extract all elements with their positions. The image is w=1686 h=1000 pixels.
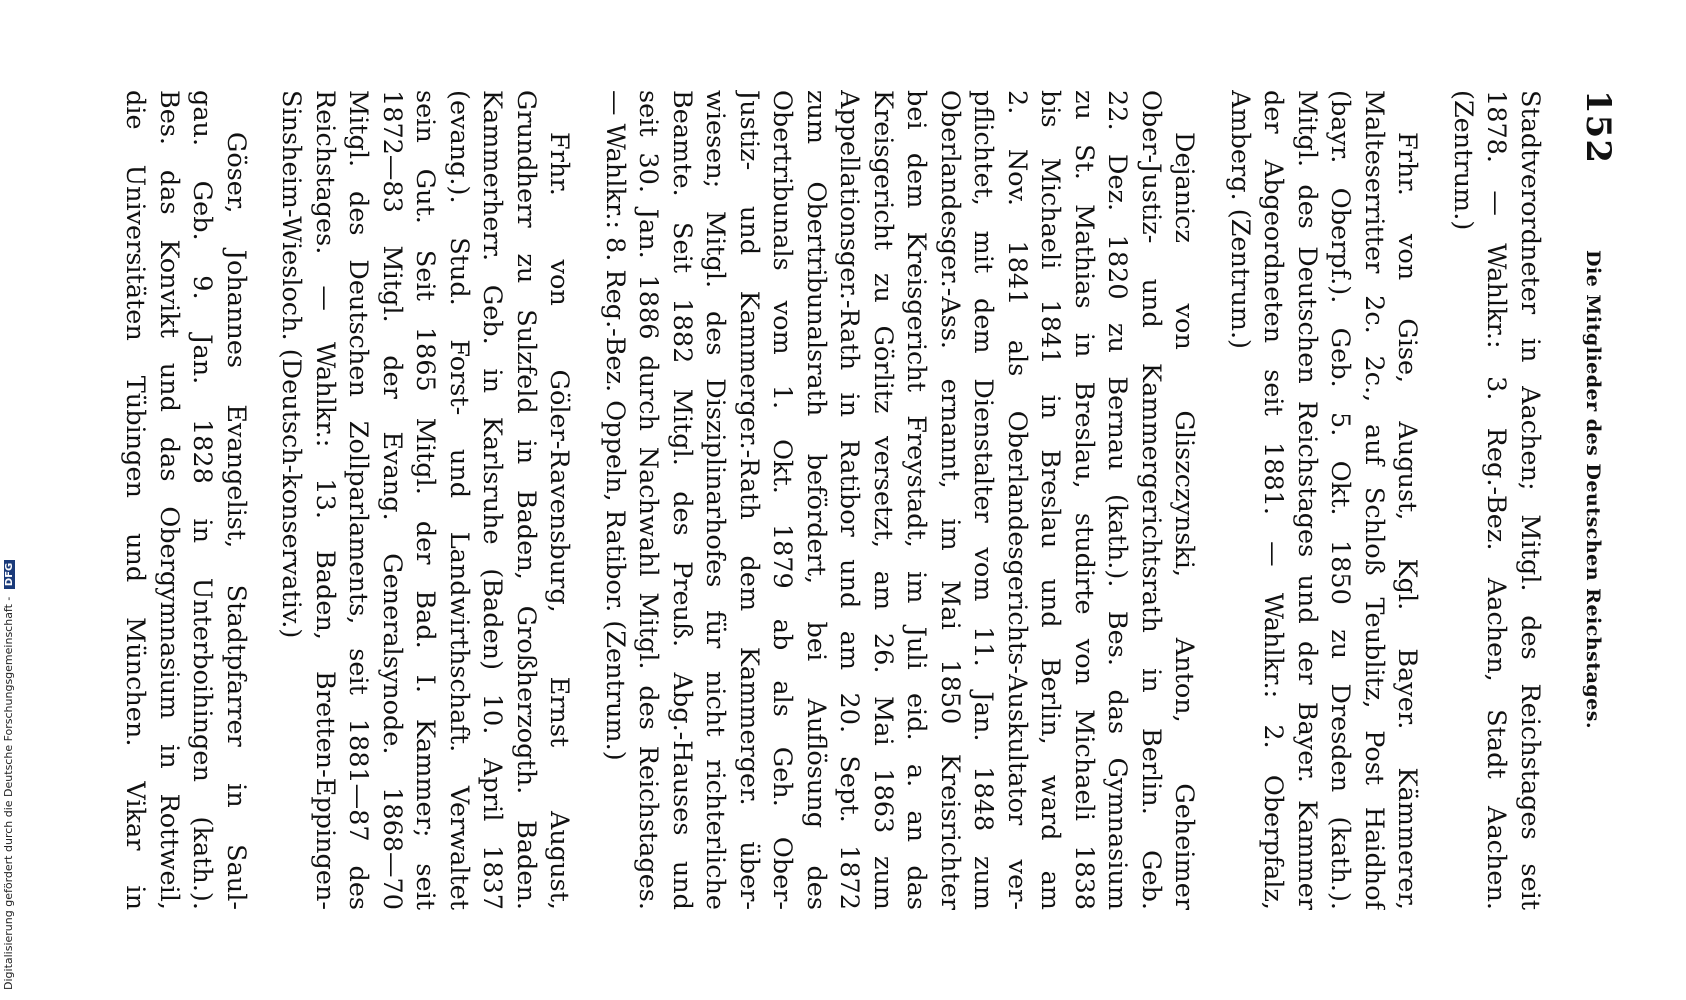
text-line: Justiz- und Kammerger.-Rath dem Kammerger. über- xyxy=(734,90,764,910)
text-line: Appellationsger.-Rath in Ratibor und am 20. Sept. 1872 xyxy=(834,90,865,910)
text-line: Dejanicz von Gliszczynski, Anton, Geheimer xyxy=(1169,132,1200,910)
text-line: Sinsheim-Wiesloch. (Deutsch-konservativ.) xyxy=(276,90,307,639)
text-line: gau. Geb. 9. Jan. 1828 in Unterboihingen (kath.). xyxy=(187,90,218,910)
text-line: Göser, Johannes Evangelist, Stadtpfarrer in Saul- xyxy=(221,132,251,910)
page-number: 152 xyxy=(1578,90,1618,164)
entry-gise xyxy=(1223,90,1424,910)
text-line: zu St. Mathias in Breslau, studirte von Michaeli 1838 xyxy=(1069,90,1099,910)
entry-continuation xyxy=(1446,90,1547,910)
text-line: 1878. — Wahlkr.: 3. Reg.-Bez. Aachen, Stadt Aachen. xyxy=(1481,90,1512,910)
entry-goeser xyxy=(118,90,252,910)
text-line: (Zentrum.) xyxy=(1448,90,1478,231)
text-line: 2. Nov. 1841 als Oberlandesgerichts-Auskultator ver- xyxy=(1002,90,1032,910)
text-line: 22. Dez. 1820 zu Bernau (kath.). Bes. das Gymnasium xyxy=(1102,90,1133,910)
page-body xyxy=(120,90,1546,910)
page-header xyxy=(1560,90,1620,910)
entry-goeler-ravensburg xyxy=(274,90,576,910)
text-line: Beamte. Seit 1882 Mitgl. des Preuß. Abg.-Hauses und xyxy=(667,90,697,910)
text-line: Stadtverordneter in Aachen; Mitgl. des Reichstages seit xyxy=(1515,90,1545,910)
digitization-credit-text: Digitalisierung gefördert durch die Deutsche Forschungsgemeinschaft - xyxy=(2,596,15,990)
text-line: Reichstages. — Wahlkr.: 13. Baden, Bretten-Eppingen- xyxy=(310,90,340,910)
text-line: seit 30. Jan. 1886 durch Nachwahl Mitgl. des Reichstages. xyxy=(633,90,664,910)
text-line: Kreisgericht zu Görlitz versetzt, am 26. Mai 1863 zum xyxy=(868,90,898,910)
text-line: Amberg. (Zentrum.) xyxy=(1225,90,1255,350)
text-line: Frhr. von Göler-Ravensburg, Ernst August, xyxy=(544,132,575,910)
text-line: zum Obertribunalsrath befördert, bei Auflösung des xyxy=(801,90,831,910)
text-line: Bes. das Konvikt und das Obergymnasium in Rottweil, xyxy=(154,90,184,910)
text-line: bei dem Kreisgericht Freystadt, im Juli eid. a. an das xyxy=(901,90,932,910)
text-line: (evang.). Stud. Forst- und Landwirthschaft. Verwaltet xyxy=(444,90,474,910)
text-line: Kammerherr. Geb. in Karlsruhe (Baden) 10. April 1837 xyxy=(477,90,508,910)
text-line: Mitgl. des Deutschen Reichstages und der Bayer. Kammer xyxy=(1292,90,1322,910)
text-line: Oberlandesger.-Ass. ernannt, im Mai 1850 Kreisrichter xyxy=(935,90,965,910)
running-head: Die Mitglieder des Deutschen Reichstages. xyxy=(1582,250,1604,730)
text-line: sein Gut. Seit 1865 Mitgl. der Bad. I. Kammer; seit xyxy=(410,90,441,910)
printed-page-rotated xyxy=(120,90,1620,910)
text-line: pflichtet, mit dem Dienstalter vom 11. Jan. 1848 zum xyxy=(968,90,999,910)
text-line: — Wahlkr.: 8. Reg.-Bez. Oppeln, Ratibor. (Zentrum.) xyxy=(600,90,630,761)
digitization-credit xyxy=(2,560,15,990)
text-line: die Universitäten Tübingen und München. Vikar in xyxy=(120,90,151,910)
paragraph-gap xyxy=(1201,90,1223,910)
paragraph-gap xyxy=(576,90,598,910)
paragraph-gap xyxy=(1424,90,1446,910)
text-line: Mitgl. des Deutschen Zollparlaments, seit 1881—87 des xyxy=(343,90,374,910)
text-line: Ober-Justiz- und Kammergerichtsrath in Berlin. Geb. xyxy=(1136,90,1166,910)
text-line: (bayr. Oberpf.). Geb. 5. Okt. 1850 zu Dresden (kath.). xyxy=(1325,90,1356,910)
text-line: der Abgeordneten seit 1881. — Wahlkr.: 2. Oberpfalz, xyxy=(1258,90,1289,910)
text-line: Frhr. von Gise, August, Kgl. Bayer. Kämmerer, xyxy=(1392,132,1423,910)
text-line: Obertribunals vom 1. Okt. 1879 ab als Geh. Ober- xyxy=(767,90,798,910)
text-line: bis Michaeli 1841 in Breslau und Berlin, ward am xyxy=(1035,90,1066,910)
text-line: Grundherr zu Sulzfeld in Baden, Großherzogth. Baden. xyxy=(511,90,541,910)
entry-gliszczynski xyxy=(598,90,1201,910)
dfg-logo: DFG xyxy=(4,560,15,589)
text-line: 1872—83 Mitgl. der Evang. Generalsynode. 1868—70 xyxy=(377,90,407,910)
paragraph-gap xyxy=(252,90,274,910)
text-line: Malteserritter 2c. 2c., auf Schloß Teublitz, Post Haidhof xyxy=(1359,90,1389,910)
text-line: wiesen; Mitgl. des Disziplinarhofes für nicht richterliche xyxy=(700,90,731,910)
